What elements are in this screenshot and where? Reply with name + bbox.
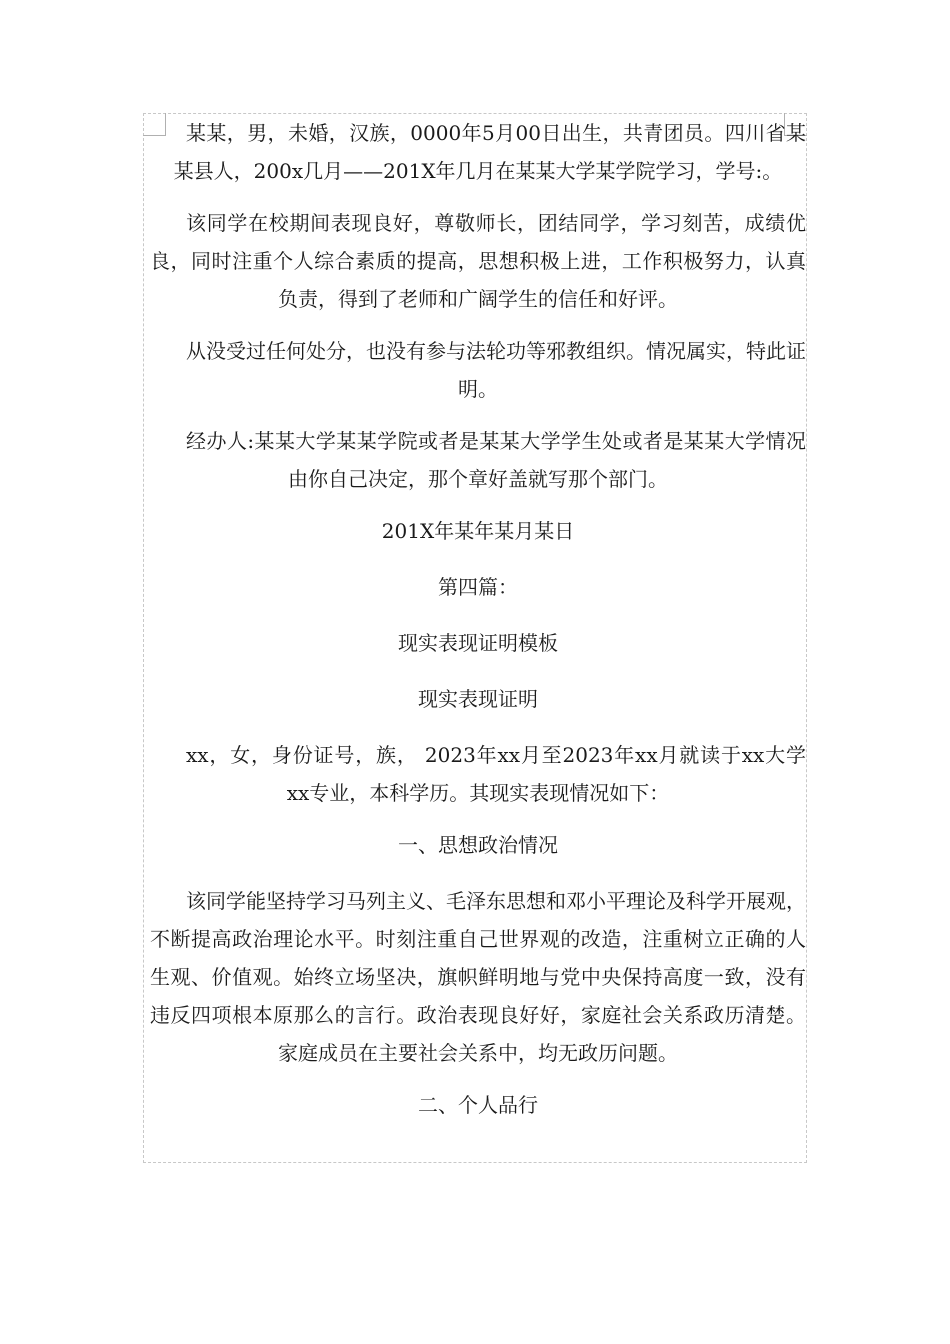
paragraph-student-info: xx，女，身份证号，族， 2023年xx月至2023年xx月就读于xx大学xx专业，本科学历。其现实表现情况如下： xyxy=(186,743,806,805)
section-heading-part-four: 第四篇： xyxy=(438,575,518,599)
document-body xyxy=(150,114,806,1142)
paragraph-date: 201X年某年某月某日 xyxy=(381,519,575,543)
template-title: 现实表现证明模板 xyxy=(398,631,558,655)
paragraph-handler: 经办人:某某大学某某学院或者是某某大学学生处或者是某某大学情况由你自己决定，那个章好盖就写那个部门。 xyxy=(186,429,806,491)
paragraph-school-performance: 该同学在校期间表现良好，尊敬师长，团结同学，学习刻苦，成绩优良，同时注重个人综合素质的提高，思想积极上进，工作积极努力，认真负责，得到了老师和广阔学生的信任和好评。 xyxy=(150,211,806,311)
paragraph-personal-info: 某某，男，未婚，汉族，0000年5月00日出生，共青团员。四川省某某县人，200x几月——201X年几月在某某大学某学院学习，学号:。 xyxy=(173,121,806,183)
certificate-title: 现实表现证明 xyxy=(418,687,538,711)
heading-personal-conduct: 二、个人品行 xyxy=(418,1093,538,1117)
paragraph-political-details: 该同学能坚持学习马列主义、毛泽东思想和邓小平理论及科学开展观，不断提高政治理论水平。时刻注重自己世界观的改造，注重树立正确的人生观、价值观。始终立场坚决，旗帜鲜明地与党中央保持高度一致，没有违反四项根本原那么的言行。政治表现良好好，家庭社会关系政历清楚。家庭成员在主要社会关系中，均无政历问题。 xyxy=(150,889,806,1065)
heading-political-situation: 一、思想政治情况 xyxy=(398,833,558,857)
paragraph-no-punishment: 从没受过任何处分，也没有参与法轮功等邪教组织。情况属实，特此证明。 xyxy=(186,339,806,401)
